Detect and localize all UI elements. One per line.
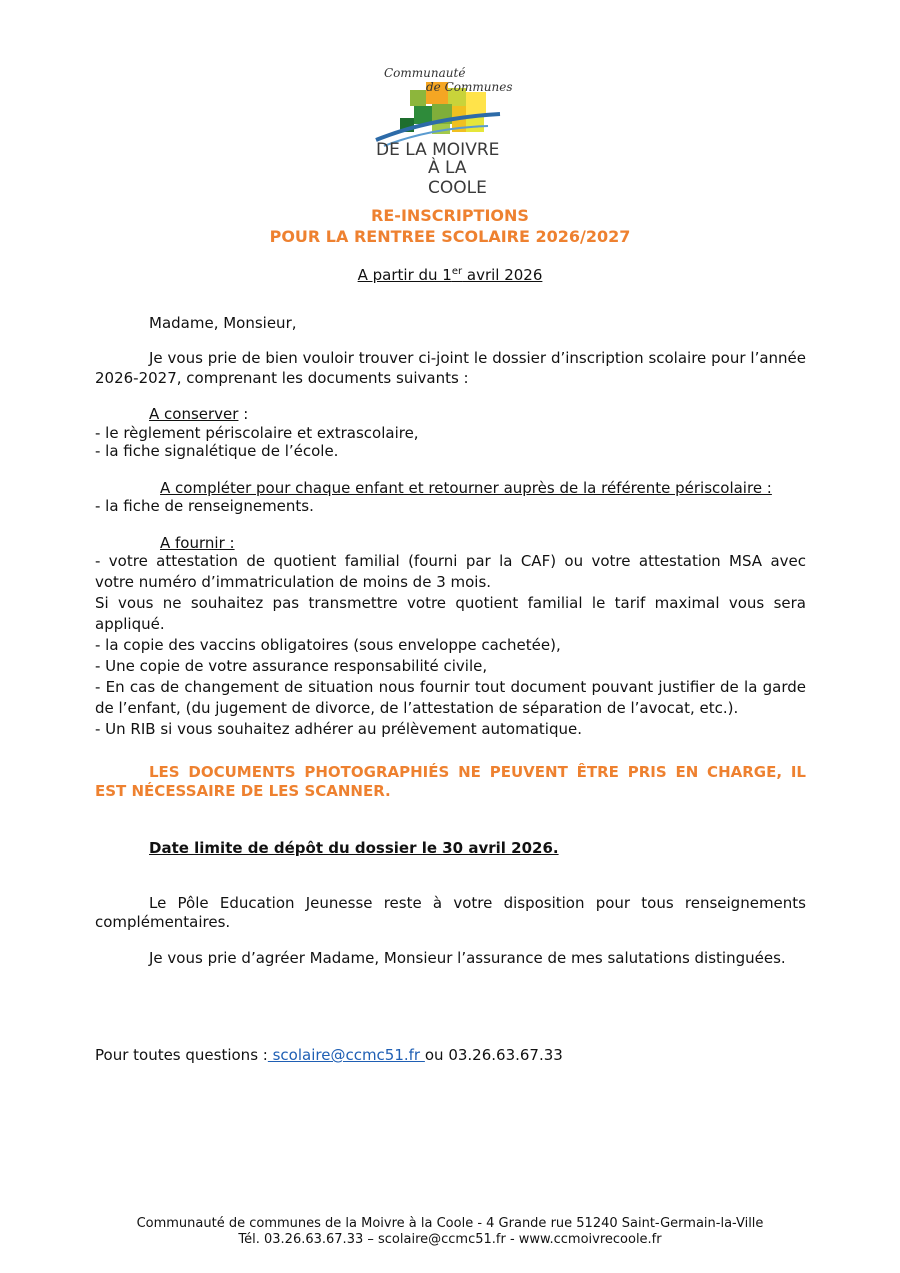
- provide-line: appliqué.: [95, 615, 165, 633]
- warning-line1: LES DOCUMENTS PHOTOGRAPHIÉS NE PEUVENT ÊTRE PRIS EN CHARGE, IL: [149, 763, 806, 781]
- provide-line: - la copie des vaccins obligatoires (sous enveloppe cachetée),: [95, 636, 561, 654]
- pole-line1: Le Pôle Education Jeunesse reste à votre disposition pour tous renseignements: [149, 894, 806, 912]
- closing: Je vous prie d’agréer Madame, Monsieur l’assurance de mes salutations distinguées.: [149, 949, 786, 967]
- provide-line: de l’enfant, (du jugement de divorce, de l’attestation de séparation de l’avocat, etc.).: [95, 699, 739, 717]
- warning-line2: EST NÉCESSAIRE DE LES SCANNER.: [95, 782, 391, 800]
- complete-heading: A compléter pour chaque enfant et retourner auprès de la référente périscolaire :: [160, 479, 772, 497]
- intro-line2: 2026-2027, comprenant les documents suivants :: [95, 369, 469, 387]
- logo-main-line2: À LA COOLE: [428, 158, 487, 198]
- contact-prefix: Pour toutes questions :: [95, 1046, 268, 1064]
- intro-line1: Je vous prie de bien vouloir trouver ci-joint le dossier d’inscription scolaire pour l’année: [149, 349, 806, 367]
- logo-script-line1: Communauté: [384, 66, 466, 80]
- provide-line: - votre attestation de quotient familial (fourni par la CAF) ou votre attestation MSA avec: [95, 552, 806, 570]
- provide-heading: A fournir :: [160, 534, 235, 552]
- title-line1: RE-INSCRIPTIONS: [371, 206, 529, 225]
- provide-line: - Une copie de votre assurance responsabilité civile,: [95, 657, 488, 675]
- contact-line: [95, 1045, 806, 1066]
- provide-line: votre numéro d’immatriculation de moins de 3 mois.: [95, 573, 492, 591]
- footer-line1: Communauté de communes de la Moivre à la Coole - 4 Grande rue 51240 Saint-Germain-la-Ville: [136, 1216, 764, 1231]
- provide-line: Si vous ne souhaitez pas transmettre votre quotient familial le tarif maximal vous sera: [95, 594, 806, 612]
- keep-item: - la fiche signalétique de l’école.: [95, 442, 339, 460]
- keep-item: - le règlement périscolaire et extrascolaire,: [95, 424, 419, 442]
- greeting: Madame, Monsieur,: [149, 314, 297, 332]
- pole-line2: complémentaires.: [95, 913, 231, 931]
- footer-line2: Tél. 03.26.63.67.33 – scolaire@ccmc51.fr - www.ccmoivrecoole.fr: [238, 1232, 662, 1247]
- complete-item: - la fiche de renseignements.: [95, 497, 314, 515]
- date-line: [0, 266, 900, 284]
- logo-main-line1: DE LA MOIVRE: [376, 140, 500, 160]
- contact-email-link[interactable]: scolaire@ccmc51.fr: [267, 1046, 425, 1064]
- logo: [370, 62, 530, 198]
- title-line2: POUR LA RENTREE SCOLAIRE 2026/2027: [269, 227, 631, 246]
- deadline: Date limite de dépôt du dossier le 30 avril 2026.: [149, 839, 559, 857]
- date-line-text: A partir du 1er avril 2026: [357, 266, 543, 284]
- provide-line: - Un RIB si vous souhaitez adhérer au prélèvement automatique.: [95, 720, 582, 738]
- logo-script-line2: de Communes: [426, 80, 513, 94]
- contact-suffix: ou 03.26.63.67.33: [424, 1046, 563, 1064]
- provide-line: - En cas de changement de situation nous fournir tout document pouvant justifier de la garde: [95, 678, 806, 696]
- keep-heading: A conserver :: [149, 405, 249, 423]
